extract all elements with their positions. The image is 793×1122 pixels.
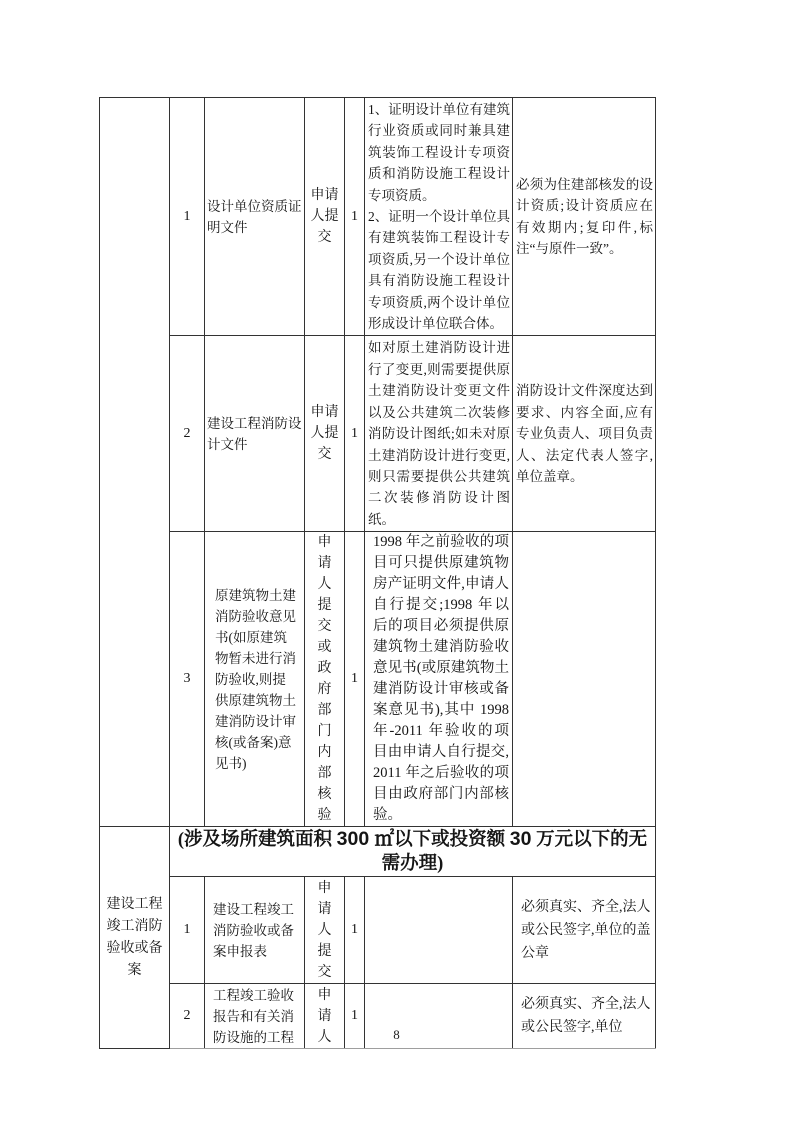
row3-desc-cell: 1998 年之前验收的项目可只提供原建筑物房产证明文件,申请人自行提交;1998 年以后的项目必须提供原建筑物土建消防验收意见书(或原建筑物土建消防设计审核或备案意见书),其中 1998 年-2011 年验收的项目由申请人自行提交,2011 年之后验收的项目由政府部门内部核验。 — [365, 532, 513, 827]
row5-name-cell: 建设工程竣工消防验收或备案申报表 — [205, 877, 305, 984]
row5-requirement-cell: 必须真实、齐全,法人或公民签字,单位的盖公章 — [513, 877, 656, 984]
row3-count-cell: 1 — [345, 532, 365, 827]
row1-submit-cell: 申请人提交 — [305, 98, 345, 336]
row6-requirement-cell: 必须真实、齐全,法人或公民签字,单位 — [513, 984, 656, 1049]
row1-requirement-cell: 必须为住建部核发的设计资质;设计资质应在有效期内;复印件,标注“与原件一致”。 — [513, 98, 656, 336]
row3-seq-cell: 3 — [170, 532, 205, 827]
row2-name-cell: 建设工程消防设计文件 — [205, 336, 305, 532]
section-banner — [170, 827, 656, 877]
row2-seq-cell: 2 — [170, 336, 205, 532]
banner-area-number: 300 ㎡ — [336, 828, 395, 851]
row1-seq-cell: 1 — [170, 98, 205, 336]
row1-desc-cell — [365, 98, 513, 336]
row2-count-cell: 1 — [345, 336, 365, 532]
row6-submit-cell: 申请人 — [305, 984, 345, 1049]
row1-desc-paragraph-2: 2、证明一个设计单位具有建筑装饰工程设计专项资质,另一个设计单位具有消防设施工程设计专项资质,两个设计单位形成设计单位联合体。 — [368, 209, 510, 332]
row2-submit-cell: 申请人提交 — [305, 336, 345, 532]
category-cell-top — [100, 98, 170, 827]
row1-name-cell: 设计单位资质证明文件 — [205, 98, 305, 336]
row2-desc-cell: 如对原土建消防设计进行了变更,则需要提供原土建消防设计变更文件以及公共建筑二次装修消防设计图纸;如未对原土建消防设计进行变更,则只需要提供公共建筑二次装修消防设计图纸。 — [365, 336, 513, 532]
row3-name-cell: 原建筑物土建消防验收意见书(如原建筑物暂未进行消防验收,则提供原建筑物土建消防设计审核(或备案)意见书) — [205, 532, 305, 827]
row6-seq-cell: 2 — [170, 984, 205, 1049]
row5-seq-cell: 1 — [170, 877, 205, 984]
row6-name-cell: 工程竣工验收报告和有关消防设施的工程 — [205, 984, 305, 1049]
banner-text-part2: 以下或投资额 — [394, 830, 510, 851]
row2-requirement-cell: 消防设计文件深度达到要求、内容全面,应有专业负责人、项目负责人、法定代表人签字,单位盖章。 — [513, 336, 656, 532]
banner-amount-number: 30 — [509, 828, 532, 851]
row3-submit-cell: 申请人提交或政府部门内部核验 — [305, 532, 345, 827]
materials-table — [99, 97, 656, 1049]
category-cell-bottom: 建设工程竣工消防验收或备案 — [100, 827, 170, 1049]
row5-count-cell: 1 — [345, 877, 365, 984]
page-number: 8 — [393, 1027, 400, 1042]
banner-text-part3: 万元以下的无需办理) — [381, 830, 648, 875]
row6-count-cell: 1 — [345, 984, 365, 1049]
row5-desc-cell — [365, 877, 513, 984]
row1-desc-paragraph-1: 1、证明设计单位有建筑行业资质或同时兼具建筑装饰工程设计专项资质和消防设施工程设计专项资质。 — [368, 102, 510, 203]
row1-count-cell: 1 — [345, 98, 365, 336]
banner-text-part1: (涉及场所建筑面积 — [177, 830, 337, 851]
row3-requirement-cell — [513, 532, 656, 827]
row5-submit-cell: 申请人提交 — [305, 877, 345, 984]
